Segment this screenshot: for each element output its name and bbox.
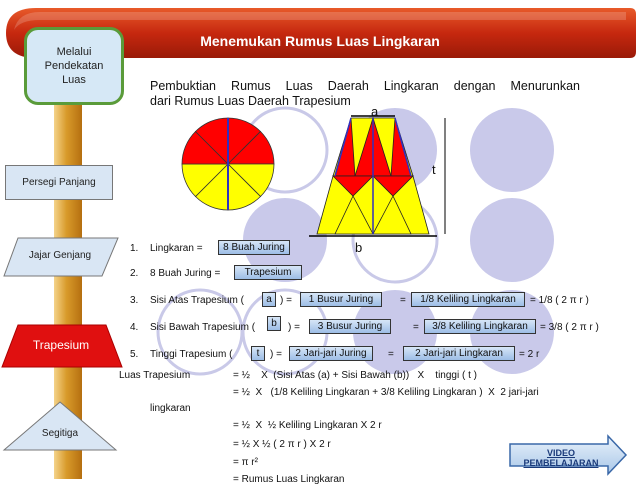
step1-number: 1. <box>130 243 139 254</box>
sidebar-heading <box>24 27 124 105</box>
step3-var: a <box>262 292 276 307</box>
step5-eq: = <box>388 349 394 360</box>
step3-text: Sisi Atas Trapesium ( <box>150 295 244 306</box>
sidebar-item-label: Trapesium <box>32 338 90 352</box>
step4-box1: 3 Busur Juring <box>309 319 391 334</box>
step3-mid: ) = <box>280 295 292 306</box>
step5-text: Tinggi Trapesium ( <box>150 349 233 360</box>
sidebar-item-persegi-panjang[interactable] <box>5 165 113 200</box>
step4-box2: 3/8 Keliling Lingkaran <box>424 319 536 334</box>
step5-tail: = 2 r <box>519 349 540 360</box>
sidebar-heading-line2: Pendekatan <box>44 60 104 72</box>
step5-box1: 2 Jari-jari Juring <box>289 346 373 361</box>
sidebar-item-label: Jajar Genjang <box>28 250 92 261</box>
step4-eq: = <box>413 322 419 333</box>
step3-box2: 1/8 Keliling Lingkaran <box>411 292 525 307</box>
sidebar-item-label: Persegi Panjang <box>22 177 96 188</box>
step3-box1: 1 Busur Juring <box>300 292 382 307</box>
derivation-label: Luas Trapesium <box>119 370 191 381</box>
sidebar-item-segitiga[interactable] <box>2 400 118 452</box>
page-title: Menemukan Rumus Luas Lingkaran <box>200 33 440 49</box>
derivation-line3: = ½ X ½ Keliling Lingkaran X 2 r <box>233 420 382 431</box>
derivation-line1: = ½ X (Sisi Atas (a) + Sisi Bawah (b)) X tinggi ( t ) <box>233 370 477 381</box>
step1-box: 8 Buah Juring <box>218 240 290 255</box>
step1-text: Lingkaran = <box>150 243 203 254</box>
step5-var: t <box>251 346 265 361</box>
derivation-line5: = π r² <box>233 457 258 468</box>
circle-8-sectors <box>178 114 278 214</box>
step4-tail: = 3/8 ( 2 π r ) <box>540 322 599 333</box>
step5-box2: 2 Jari-jari Lingkaran <box>403 346 515 361</box>
step3-tail: = 1/8 ( 2 π r ) <box>530 295 589 306</box>
sidebar-heading-line1: Melalui <box>56 46 92 58</box>
label-a: a <box>371 104 379 119</box>
step4-mid: ) = <box>288 322 300 333</box>
label-b: b <box>355 240 363 255</box>
sidebar-heading-line3: Luas <box>62 74 86 86</box>
step4-number: 4. <box>130 322 139 333</box>
sidebar-item-label: Segitiga <box>41 428 79 439</box>
derivation-line2: = ½ X (1/8 Keliling Lingkaran + 3/8 Keliling Lingkaran ) X 2 jari-jari <box>233 387 539 398</box>
subtitle-line2: dari Rumus Luas Daerah Trapesium <box>150 94 351 108</box>
step5-number: 5. <box>130 349 139 360</box>
label-t: t <box>432 162 436 177</box>
trapezoid-figure <box>295 112 455 242</box>
step5-mid: ) = <box>270 349 282 360</box>
derivation-line6: = Rumus Luas Lingkaran <box>233 474 345 485</box>
step3-number: 3. <box>130 295 139 306</box>
step4-text: Sisi Bawah Trapesium ( <box>150 322 256 333</box>
step2-box: Trapesium <box>234 265 302 280</box>
step3-eq: = <box>400 295 406 306</box>
step4-var: b <box>267 316 281 331</box>
step2-number: 2. <box>130 268 139 279</box>
step2-text: 8 Buah Juring = <box>150 268 221 279</box>
subtitle-line1: Pembuktian Rumus Luas Daerah Lingkaran dengan Menurunkan <box>150 79 580 93</box>
video-button-label[interactable]: VIDEO PEMBELAJARAN <box>523 448 599 468</box>
derivation-line2b: lingkaran <box>150 403 191 414</box>
derivation-line4: = ½ X ½ ( 2 π r ) X 2 r <box>233 439 331 450</box>
